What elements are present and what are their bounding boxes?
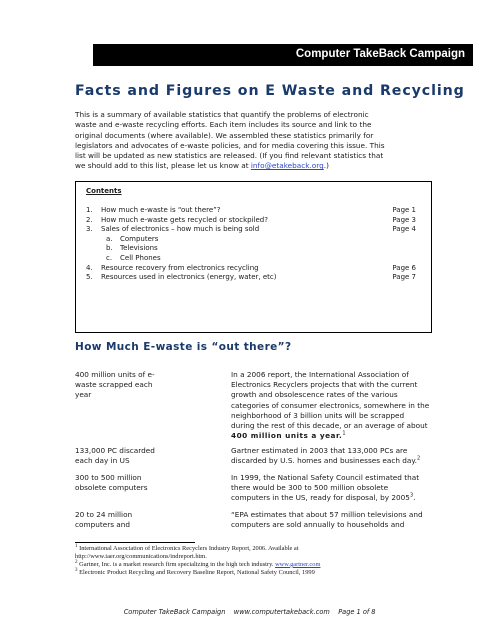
toc-text: Resource recovery from electronics recycling [101, 263, 259, 272]
toc-number: 1. [86, 206, 93, 214]
toc-subitem [86, 244, 416, 254]
fact-desc-line: “EPA estimates that about 57 million televisions and [231, 510, 423, 519]
fact-label [75, 370, 170, 401]
fact-description [231, 473, 431, 504]
toc-subitem [86, 235, 416, 245]
toc-number: c. [106, 253, 113, 262]
toc-page: Page 6 [392, 263, 416, 272]
toc-page: Page 1 [392, 206, 416, 214]
footnote-item [75, 561, 440, 569]
fact-label [75, 446, 170, 466]
toc-text: Computers [120, 234, 159, 243]
toc-number: 5. [86, 273, 93, 282]
toc-item [86, 216, 416, 226]
fact-description [231, 446, 431, 466]
intro-line: legislators and advocates of e-waste policies, and for media covering this issue. This [75, 140, 385, 150]
fact-desc-line: In 1999, the National Safety Council estimated that [231, 473, 420, 482]
fact-label-line: each day in US [75, 456, 130, 466]
toc-number: 3. [86, 225, 93, 234]
footnote-item [75, 569, 440, 577]
fact-label [75, 473, 170, 493]
fact-desc-line: Gartner estimated in 2003 that 133,000 PCs are [231, 446, 408, 455]
footnote-text: Gartner, Inc. is a market research firm specializing in the high tech industry. [79, 560, 276, 568]
fact-label-line: computers and [75, 520, 131, 530]
toc-subitem [86, 254, 416, 264]
intro-line: list will be updated as new statistics are released. (If you find relevant statistics that [75, 151, 384, 161]
toc-page: Page 7 [392, 273, 416, 282]
toc-text: How much e-waste is “out there”? [101, 206, 221, 214]
footer-text: Computer TakeBack Campaign www.computertakeback.com Page 1 of 8 [123, 608, 376, 616]
header-banner [93, 44, 473, 66]
fact-label-line: 20 to 24 million [75, 510, 133, 519]
contents-box [75, 181, 432, 333]
fact-label-line: 300 to 500 million [75, 473, 142, 482]
fact-label-line: year [75, 390, 92, 400]
fact-desc-text: computers in the US, ready for disposal, by 2005 [231, 493, 410, 503]
footnote-number: 3 [75, 567, 78, 573]
page-title: Facts and Figures on E Waste and Recycling [75, 83, 465, 99]
fact-desc-line: during the rest of this decade, or an average of about [231, 421, 428, 431]
intro-line: This is a summary of available statistics that quantify the problems of electronic [75, 110, 369, 119]
fact-label-line: obsolete computers [75, 483, 148, 493]
footnotes [75, 545, 440, 577]
contents-list [86, 206, 416, 283]
toc-text: Cell Phones [120, 253, 161, 262]
intro-last-prefix: we should add to this list, please let us know at [75, 161, 251, 171]
fact-desc-text: discarded by U.S. homes and businesses each day. [231, 456, 417, 466]
toc-text: Resources used in electronics (energy, water, etc) [101, 273, 277, 282]
fact-label-line: 400 million units of e- [75, 370, 155, 379]
section-heading: How Much E-waste is “out there”? [75, 341, 292, 353]
banner-title: Computer TakeBack Campaign [295, 48, 465, 60]
intro-line: original documents (where available). We assembled these statistics primarily for [75, 130, 374, 140]
fact-desc-line: categories of consumer electronics, somewhere in the [231, 400, 430, 410]
footnote-number: 1 [75, 543, 78, 549]
footnote-ref: 1 [342, 430, 346, 437]
toc-item [86, 264, 416, 274]
fact-desc-line: growth and obsolescence rates of the various [231, 390, 398, 400]
footnote-text: Electronic Product Recycling and Recovery Baseline Report, National Safety Council, 1999 [79, 568, 315, 576]
contents-title: Contents [86, 187, 122, 195]
toc-item [86, 206, 416, 216]
intro-line [75, 161, 430, 171]
fact-description [231, 370, 431, 441]
toc-page: Page 4 [392, 225, 416, 234]
fact-desc-line: In a 2006 report, the International Association of [231, 370, 409, 379]
toc-item [86, 273, 416, 283]
fact-label [75, 510, 170, 530]
intro-last-suffix: .) [323, 161, 329, 171]
fact-desc-line: neighborhood of 3 billion units will be scrapped [231, 410, 405, 420]
footnote-item [75, 553, 440, 561]
fact-label-line: waste scrapped each [75, 380, 153, 390]
footnote-number: 2 [75, 559, 78, 565]
intro-paragraph [75, 110, 430, 172]
footnote-text: http://www.iaer.org/communications/indreport.htm. [75, 552, 207, 560]
footnote-divider [75, 542, 195, 543]
fact-desc-tail: . [413, 493, 416, 503]
fact-desc-line: Electronics Recyclers projects that with the current [231, 380, 418, 390]
footnote-ref: 2 [416, 455, 421, 462]
fact-desc-line: computers are sold annually to households and [231, 520, 405, 530]
fact-desc-line: there would be 300 to 500 million obsolete [231, 483, 389, 493]
fact-desc-line [231, 493, 431, 503]
toc-number: b. [106, 244, 113, 253]
fact-description [231, 510, 431, 530]
toc-page: Page 3 [392, 215, 416, 224]
toc-item [86, 225, 416, 235]
gartner-link[interactable]: www.gartner.com [275, 560, 321, 568]
toc-number: a. [106, 234, 113, 243]
fact-desc-line [231, 456, 431, 466]
toc-text: Televisions [120, 244, 158, 253]
footnote-ref: 3 [409, 492, 414, 499]
toc-number: 4. [86, 263, 93, 272]
intro-line: waste and e-waste recycling efforts. Each item includes its source and link to the [75, 120, 372, 130]
fact-label-line: 133,000 PC discarded [75, 446, 155, 455]
email-link[interactable]: info@etakeback.org [250, 161, 324, 171]
toc-text: Sales of electronics – how much is being sold [101, 225, 260, 234]
footnote-item [75, 545, 440, 553]
footnote-text: International Association of Electronics Recyclers Industry Report, 2006. Available at [79, 545, 299, 552]
toc-text: How much e-waste gets recycled or stockpiled? [101, 215, 268, 224]
page-footer [0, 600, 495, 616]
toc-number: 2. [86, 215, 93, 224]
fact-highlight: 400 million units a year. [231, 431, 343, 441]
fact-desc-line [231, 431, 431, 441]
